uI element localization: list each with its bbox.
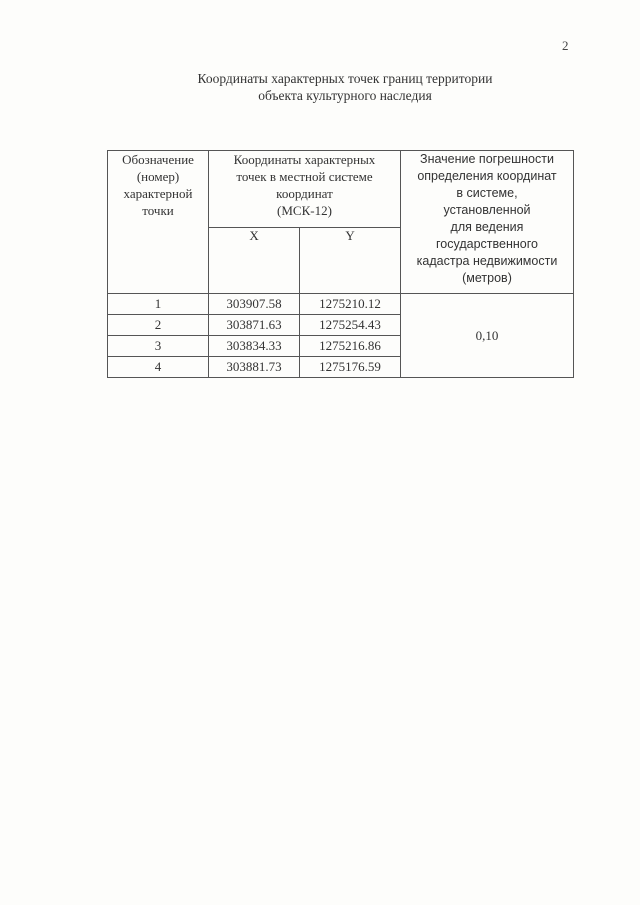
- header-x: X: [209, 228, 300, 294]
- header-coordinates: [209, 151, 401, 228]
- header-coordinates-line: точек в местной системе: [236, 169, 373, 184]
- header-coordinates-line: Координаты характерных: [233, 152, 376, 167]
- header-error-line: для ведения: [450, 220, 524, 234]
- header-coordinates-line: координат: [276, 186, 333, 201]
- table-header-row: [108, 151, 574, 228]
- document-title: [0, 70, 640, 104]
- coordinates-table: [107, 150, 574, 378]
- header-error-line: Значение погрешности: [420, 152, 554, 166]
- cell-error-value: 0,10: [401, 294, 574, 378]
- cell-x: 303907.58: [209, 294, 300, 315]
- header-designation-line: (номер): [136, 169, 180, 184]
- header-designation-line: Обозначение: [122, 152, 194, 167]
- cell-x: 303834.33: [209, 336, 300, 357]
- header-designation-line: характерной: [123, 186, 193, 201]
- cell-point: 2: [108, 315, 209, 336]
- cell-y: 1275254.43: [300, 315, 401, 336]
- page-number: 2: [562, 38, 569, 53]
- cell-point: 1: [108, 294, 209, 315]
- header-error: [401, 151, 574, 294]
- header-error-line: установленной: [443, 203, 531, 217]
- header-error-line: кадастра недвижимости: [416, 254, 558, 268]
- header-error-line: государственного: [436, 237, 538, 251]
- header-designation-line: точки: [142, 203, 174, 218]
- cell-y: 1275176.59: [300, 357, 401, 378]
- cell-y: 1275210.12: [300, 294, 401, 315]
- header-y: Y: [300, 228, 401, 294]
- header-error-line: в системе,: [456, 186, 518, 200]
- cell-x: 303871.63: [209, 315, 300, 336]
- header-error-line: определения координат: [417, 169, 557, 183]
- title-line-2: объекта культурного наследия: [258, 88, 432, 103]
- header-coordinates-line: (МСК-12): [277, 203, 332, 218]
- header-error-line: (метров): [462, 271, 512, 285]
- cell-point: 4: [108, 357, 209, 378]
- cell-x: 303881.73: [209, 357, 300, 378]
- cell-point: 3: [108, 336, 209, 357]
- title-line-1: Координаты характерных точек границ территории: [197, 71, 493, 86]
- cell-y: 1275216.86: [300, 336, 401, 357]
- header-designation: [108, 151, 209, 294]
- table-row: [108, 294, 574, 315]
